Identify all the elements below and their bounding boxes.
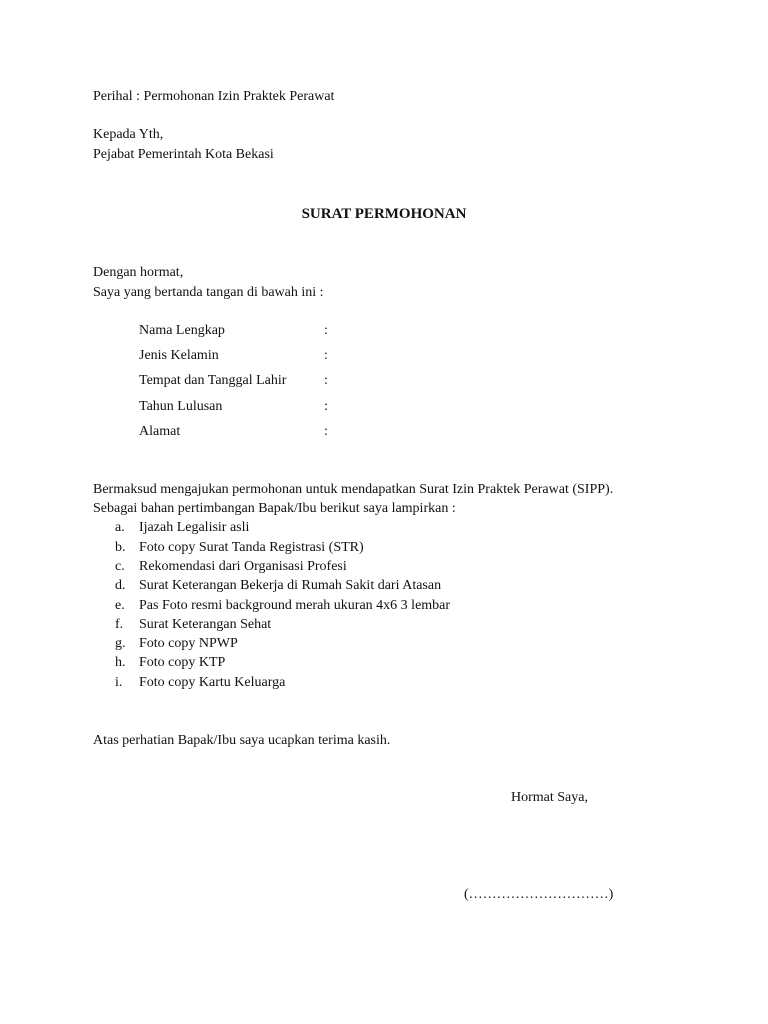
attachment-item: Foto copy KTP xyxy=(139,655,226,670)
list-marker: b. xyxy=(115,540,126,555)
attachments-intro: Sebagai bahan pertimbangan Bapak/Ibu berikut saya lampirkan : xyxy=(93,501,456,516)
attachment-item: Foto copy Kartu Keluarga xyxy=(139,675,286,690)
attachment-item: Ijazah Legalisir asli xyxy=(139,520,250,535)
field-label-name: Nama Lengkap xyxy=(139,323,225,338)
field-label-graduation-year: Tahun Lulusan xyxy=(139,399,223,414)
list-marker: h. xyxy=(115,655,126,670)
field-separator: : xyxy=(324,399,328,414)
field-separator: : xyxy=(324,323,328,338)
attachment-item: Surat Keterangan Bekerja di Rumah Sakit dari Atasan xyxy=(139,578,442,593)
attachment-item: Foto copy Surat Tanda Registrasi (STR) xyxy=(139,540,364,555)
recipient-greeting: Kepada Yth, xyxy=(93,127,164,142)
closing-line: Atas perhatian Bapak/Ibu saya ucapkan terima kasih. xyxy=(93,733,391,748)
attachment-item: Surat Keterangan Sehat xyxy=(139,617,272,632)
field-separator: : xyxy=(324,373,328,388)
signature-placeholder: (…………………………) xyxy=(464,887,614,902)
list-marker: i. xyxy=(115,675,123,690)
attachment-item: Rekomendasi dari Organisasi Profesi xyxy=(139,559,347,574)
recipient-name: Pejabat Pemerintah Kota Bekasi xyxy=(93,147,274,162)
list-marker: c. xyxy=(115,559,125,574)
field-label-gender: Jenis Kelamin xyxy=(139,348,219,363)
letter-title: SURAT PERMOHONAN xyxy=(301,206,467,222)
attachment-item: Foto copy NPWP xyxy=(139,636,238,651)
list-marker: a. xyxy=(115,520,125,535)
field-separator: : xyxy=(324,348,328,363)
purpose-line: Bermaksud mengajukan permohonan untuk mendapatkan Surat Izin Praktek Perawat (SIPP). xyxy=(93,482,614,497)
greeting-line: Dengan hormat, xyxy=(93,265,184,280)
attachment-item: Pas Foto resmi background merah ukuran 4x6 3 lembar xyxy=(139,598,451,613)
intro-line: Saya yang bertanda tangan di bawah ini : xyxy=(93,285,324,300)
list-marker: g. xyxy=(115,636,126,651)
field-label-address: Alamat xyxy=(139,424,181,439)
list-marker: f. xyxy=(115,617,124,632)
field-separator: : xyxy=(324,424,328,439)
list-marker: d. xyxy=(115,578,126,593)
list-marker: e. xyxy=(115,598,125,613)
subject-line: Perihal : Permohonan Izin Praktek Perawat xyxy=(93,89,335,104)
field-label-birth: Tempat dan Tanggal Lahir xyxy=(139,373,287,388)
regards-line: Hormat Saya, xyxy=(511,790,588,805)
